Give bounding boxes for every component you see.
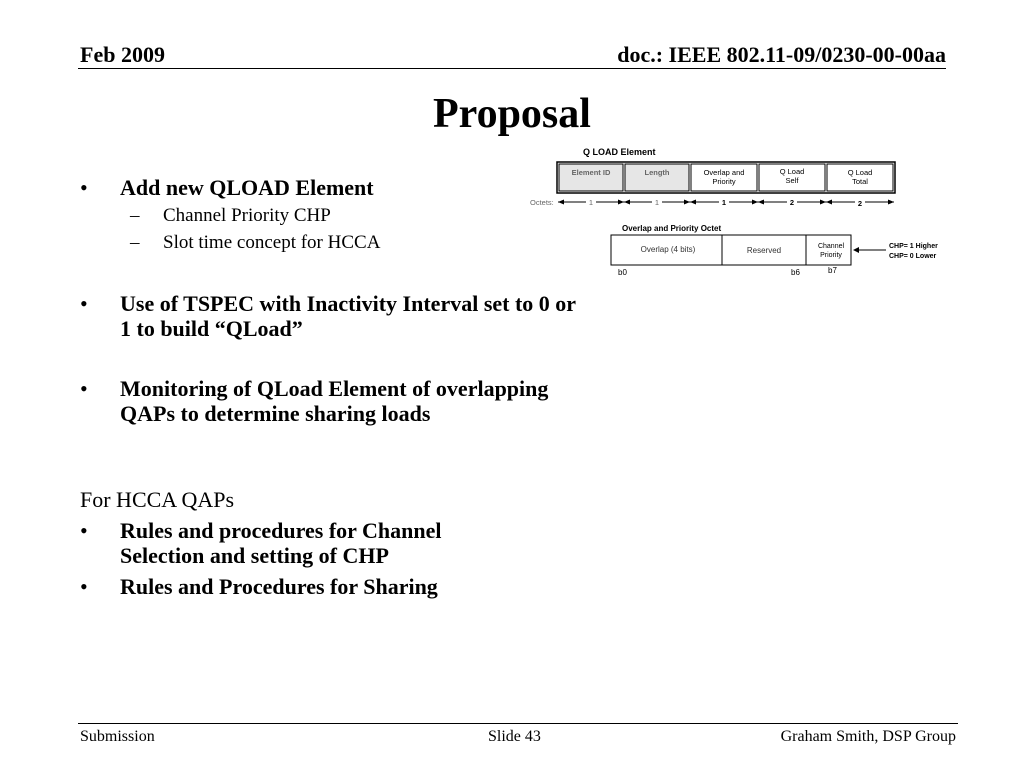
bullet-glyph: • — [80, 175, 88, 200]
bullet-item — [80, 175, 580, 200]
bullet-item — [80, 291, 580, 341]
header-doc-id: doc.: IEEE 802.11-09/0230-00-00aa — [617, 42, 946, 67]
arrow-icon — [618, 200, 624, 205]
qload-total-label: Q Load — [847, 168, 873, 177]
header-rule — [78, 68, 946, 69]
bullet-item — [80, 574, 580, 599]
bullet-glyph: • — [80, 376, 88, 401]
arrow-icon — [558, 200, 564, 205]
qload-element-title: Q LOAD Element — [583, 147, 656, 157]
channel-priority-label: Channel — [817, 243, 845, 250]
dash-glyph: – — [130, 232, 140, 253]
octet-size: 1 — [654, 198, 660, 207]
footer-author: Graham Smith, DSP Group — [780, 728, 956, 745]
overlap-bits-label: Overlap (4 bits) — [640, 245, 696, 254]
bullet-glyph: • — [80, 574, 88, 599]
overlap-priority-label: Priority — [712, 177, 736, 186]
sub-bullet-text: Channel Priority CHP — [163, 205, 331, 226]
bit-label-b7: b7 — [828, 266, 837, 275]
reserved-label: Reserved — [746, 246, 782, 255]
element-id-label: Element ID — [571, 168, 611, 177]
bullet-item — [80, 376, 580, 451]
qload-self-label: Self — [785, 176, 799, 185]
overlap-priority-label: Overlap and — [703, 168, 745, 177]
bullet-text: Rules and Procedures for Sharing — [120, 574, 438, 599]
arrow-icon — [690, 200, 696, 205]
header-date: Feb 2009 — [80, 42, 165, 67]
bullet-glyph: • — [80, 291, 88, 316]
sub-bullet-item — [130, 205, 450, 227]
arrow-icon — [888, 200, 894, 205]
arrow-icon — [758, 200, 764, 205]
bullet-text: Add new QLOAD Element — [120, 175, 374, 200]
octet-size: 1 — [721, 198, 727, 207]
bullet-text: Rules and procedures for Channel Selection and setting of CHP — [120, 518, 442, 568]
octet-size: 2 — [789, 198, 795, 207]
octet-size: 2 — [857, 199, 863, 208]
footer-slide-number: Slide 43 — [488, 728, 541, 745]
arrow-icon — [624, 200, 630, 205]
bullet-text: Monitoring of QLoad Element of overlapping QAPs to determine sharing loads — [120, 376, 549, 426]
section-heading: For HCCA QAPs — [80, 487, 235, 512]
length-label: Length — [644, 168, 670, 177]
bit-label-b0: b0 — [618, 268, 627, 277]
chp-note: CHP= 1 Higher — [889, 243, 938, 250]
qload-diagram — [520, 140, 960, 285]
octets-label: Octets: — [530, 198, 554, 207]
sub-bullet-item — [130, 232, 450, 254]
qload-total-label: Total — [852, 177, 868, 186]
bullet-text: Use of TSPEC with Inactivity Interval set to 0 or 1 to build “QLoad” — [120, 291, 576, 341]
arrow-icon — [826, 200, 832, 205]
bullet-item — [80, 518, 580, 568]
dash-glyph: – — [130, 205, 140, 226]
footer-submission: Submission — [80, 728, 155, 745]
footer-rule — [78, 723, 958, 724]
qload-self-label: Q Load — [779, 167, 805, 176]
channel-priority-label: Priority — [820, 252, 842, 259]
slide-title: Proposal — [433, 91, 591, 137]
chp-note: CHP= 0 Lower — [889, 253, 937, 260]
arrow-icon — [684, 200, 690, 205]
bit-label-b6: b6 — [791, 268, 800, 277]
arrow-icon — [820, 200, 826, 205]
sub-bullet-text: Slot time concept for HCCA — [163, 232, 381, 253]
octet-title: Overlap and Priority Octet — [622, 224, 722, 233]
bullet-glyph: • — [80, 518, 88, 543]
arrow-icon — [752, 200, 758, 205]
octet-size: 1 — [588, 198, 594, 207]
